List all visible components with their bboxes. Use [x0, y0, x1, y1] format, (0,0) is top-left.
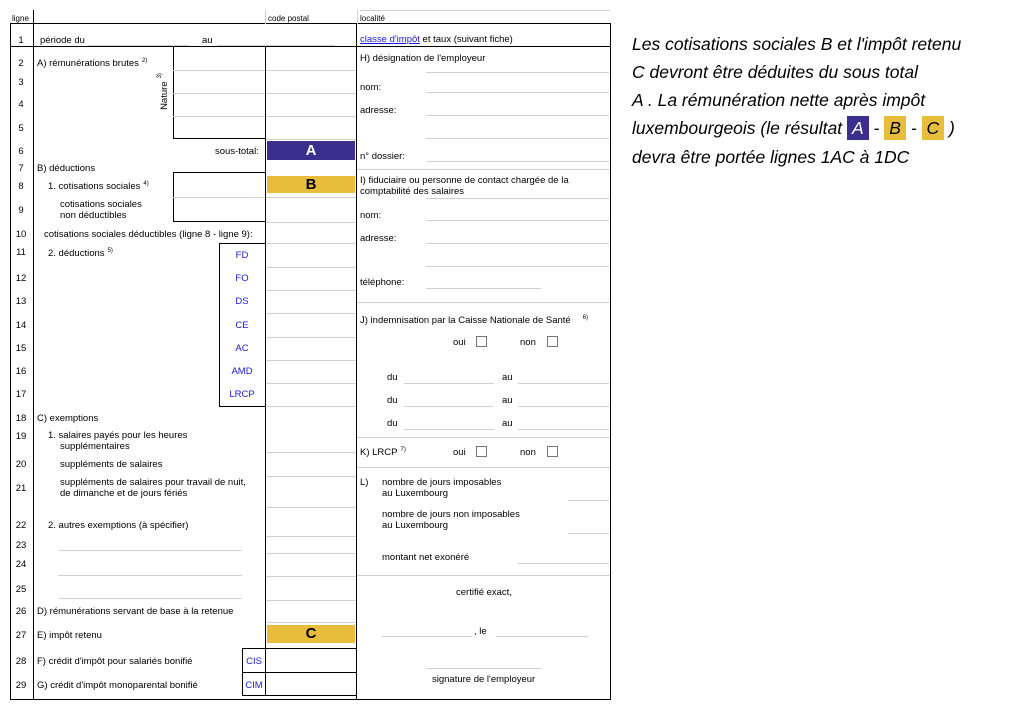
note-marker-a: A — [847, 116, 869, 140]
note-line-1: Les cotisations sociales B et l'impôt retenu — [632, 34, 962, 54]
note-line-2: C devront être déduites du sous total — [632, 62, 919, 82]
form-top-border — [10, 23, 611, 24]
section-j-label: J) indemnisation par la Caisse Nationale de Santé — [360, 315, 571, 326]
employer-adresse-label: adresse: — [360, 105, 397, 116]
dossier-label: n° dossier: — [360, 151, 405, 162]
supplements-label: suppléments de salaires — [60, 459, 163, 470]
line-number: 12 — [15, 273, 27, 284]
section-i-label-2: comptabilité des salaires — [360, 186, 465, 197]
periode-au-label: au — [202, 35, 213, 46]
code-cim: CIM — [245, 680, 263, 691]
line-number: 16 — [15, 366, 27, 377]
form-bottom-border — [10, 699, 611, 700]
deductions-label: 2. déductions — [48, 248, 105, 259]
heures-sup-1: 1. salaires payés pour les heures — [48, 430, 188, 441]
code-cis: CIS — [246, 656, 262, 667]
line-number: 18 — [15, 413, 27, 424]
cotisations-sociales-label: 1. cotisations sociales — [48, 181, 141, 192]
header-localite: localité — [360, 14, 385, 23]
line-number: 8 — [18, 181, 24, 192]
line-number: 1 — [18, 35, 24, 46]
section-a-label — [37, 58, 147, 69]
section-e-label: E) impôt retenu — [37, 630, 102, 641]
section-k-label: K) LRCP — [360, 447, 398, 458]
j-oui-label: oui — [453, 337, 466, 348]
nature-label: Nature — [158, 81, 170, 110]
cotisations-non-deductibles-1: cotisations sociales — [60, 199, 142, 210]
line-number: 15 — [15, 343, 27, 354]
contact-nom-label: nom: — [360, 210, 382, 221]
employer-nom-label: nom: — [360, 82, 382, 93]
line-number: 25 — [15, 584, 27, 595]
k-oui-checkbox[interactable] — [476, 446, 487, 457]
marker-c: C — [267, 625, 355, 643]
nature-vertical-label — [158, 72, 172, 116]
cotisations-sociales-row — [48, 181, 149, 192]
j-au-label-1: au — [502, 372, 513, 383]
certifie-label: certifié exact, — [456, 587, 512, 598]
code-fd: FD — [235, 250, 249, 261]
cotisations-non-deductibles-2: non déductibles — [60, 210, 127, 221]
footnote-5: 5) — [107, 248, 113, 254]
section-l-label: L) — [360, 477, 369, 488]
j-du-label-1: du — [387, 372, 398, 383]
autres-exemptions-label: 2. autres exemptions (à spécifier) — [48, 520, 189, 531]
line-number: 6 — [18, 146, 24, 157]
section-f-label: F) crédit d'impôt pour salariés bonifié — [37, 656, 193, 667]
section-h-label: H) désignation de l'employeur — [360, 53, 486, 64]
line-number: 5 — [18, 123, 24, 134]
footnote-4: 4) — [143, 181, 149, 187]
line-number: 11 — [16, 247, 26, 258]
footnote-3: 3) — [156, 73, 163, 79]
section-d-label: D) rémunérations servant de base à la retenue — [37, 606, 234, 617]
credit-box-divider — [242, 672, 357, 673]
footnote-2: 2) — [141, 58, 148, 64]
j-du-label-3: du — [387, 418, 398, 429]
classe-impot-row — [360, 34, 513, 45]
k-non-checkbox[interactable] — [547, 446, 558, 457]
jours-imposables-2: au Luxembourg — [382, 488, 449, 499]
j-au-label-2: au — [502, 395, 513, 406]
line-number: 3 — [18, 77, 24, 88]
montant-exonere-label: montant net exonéré — [382, 552, 470, 563]
note-line-4 — [632, 114, 955, 142]
line-number: 13 — [15, 296, 27, 307]
header-code-postal: code postal — [268, 14, 309, 23]
line-number: 27 — [15, 630, 27, 641]
footnote-6: 6) — [582, 315, 589, 321]
line-number: 17 — [15, 389, 27, 400]
code-fo: FO — [235, 273, 249, 284]
deductions-row — [48, 248, 113, 259]
line-number: 24 — [15, 559, 27, 570]
note-line-3: A . La rémunération nette après impôt — [632, 90, 926, 110]
line-number: 7 — [18, 163, 24, 174]
marker-a: A — [267, 141, 355, 160]
section-g-label: G) crédit d'impôt monoparental bonifié — [37, 680, 198, 691]
line-number: 10 — [15, 229, 27, 240]
remunerations-brutes-label: A) rémunérations brutes — [37, 58, 139, 69]
k-oui-label: oui — [453, 447, 466, 458]
j-du-label-2: du — [387, 395, 398, 406]
ligne-column-border — [33, 10, 34, 700]
code-amd: AMD — [231, 366, 253, 377]
classe-impot-link[interactable]: classe d'impôt — [360, 34, 420, 45]
date-le-label: , le — [474, 626, 487, 637]
line-number: 2 — [18, 58, 24, 69]
code-lrcp: LRCP — [229, 389, 255, 400]
note-marker-b: B — [884, 116, 906, 140]
line-number: 28 — [15, 656, 27, 667]
code-ce: CE — [235, 320, 249, 331]
contact-adresse-label: adresse: — [360, 233, 397, 244]
code-ac: AC — [235, 343, 249, 354]
jours-imposables-1: nombre de jours imposables — [382, 477, 502, 488]
line-number: 21 — [15, 483, 27, 494]
line-number: 9 — [18, 205, 24, 216]
supplements-nuit-1: suppléments de salaires pour travail de nuit, — [60, 477, 246, 488]
section-b-label: B) déductions — [37, 163, 96, 174]
j-au-label-3: au — [502, 418, 513, 429]
jours-non-imposables-2: au Luxembourg — [382, 520, 449, 531]
note-paren: ) — [949, 118, 955, 138]
telephone-label: téléphone: — [360, 277, 405, 288]
k-non-label: non — [520, 447, 536, 458]
line-number: 19 — [15, 431, 27, 442]
jours-non-imposables-1: nombre de jours non imposables — [382, 509, 520, 520]
section-j-row — [360, 315, 588, 326]
periode-du-label: période du — [40, 35, 85, 46]
line-number: 22 — [15, 520, 27, 531]
j-non-checkbox[interactable] — [547, 336, 558, 347]
taux-label: et taux (suivant fiche) — [422, 34, 513, 45]
note-dash-1: - — [873, 118, 880, 138]
line-number: 14 — [15, 320, 27, 331]
j-oui-checkbox[interactable] — [476, 336, 487, 347]
note-marker-c: C — [922, 116, 945, 140]
line-number: 29 — [15, 680, 27, 691]
note-line-4-text: luxembourgeois (le résultat — [632, 118, 843, 138]
heures-sup-2: supplémentaires — [60, 441, 130, 452]
row1-bottom-border — [10, 46, 611, 47]
note-line-5: devra être portée lignes 1AC à 1DC — [632, 147, 910, 167]
header-ligne: ligne — [12, 14, 29, 23]
line-number: 20 — [15, 459, 27, 470]
cotisations-deductibles-label: cotisations sociales déductibles (ligne 8 - ligne 9): — [44, 229, 253, 240]
form-right-border — [610, 23, 611, 700]
line-number: 23 — [15, 540, 27, 551]
j-non-label: non — [520, 337, 536, 348]
amount-column-border — [265, 46, 266, 696]
section-c-label: C) exemptions — [37, 413, 99, 424]
marker-b: B — [267, 176, 355, 193]
code-ds: DS — [235, 296, 249, 307]
section-k-row — [360, 447, 406, 458]
note-dash-2: - — [910, 118, 917, 138]
sous-total-label: sous-total: — [215, 146, 259, 157]
line-number: 4 — [18, 99, 24, 110]
footnote-7: 7) — [400, 447, 406, 453]
signature-label: signature de l'employeur — [432, 674, 536, 685]
middle-border — [356, 23, 357, 700]
section-i-label-1: I) fiduciaire ou personne de contact chargée de la — [360, 175, 569, 186]
line-number: 26 — [15, 606, 27, 617]
supplements-nuit-2: de dimanche et de jours fériés — [60, 488, 188, 499]
